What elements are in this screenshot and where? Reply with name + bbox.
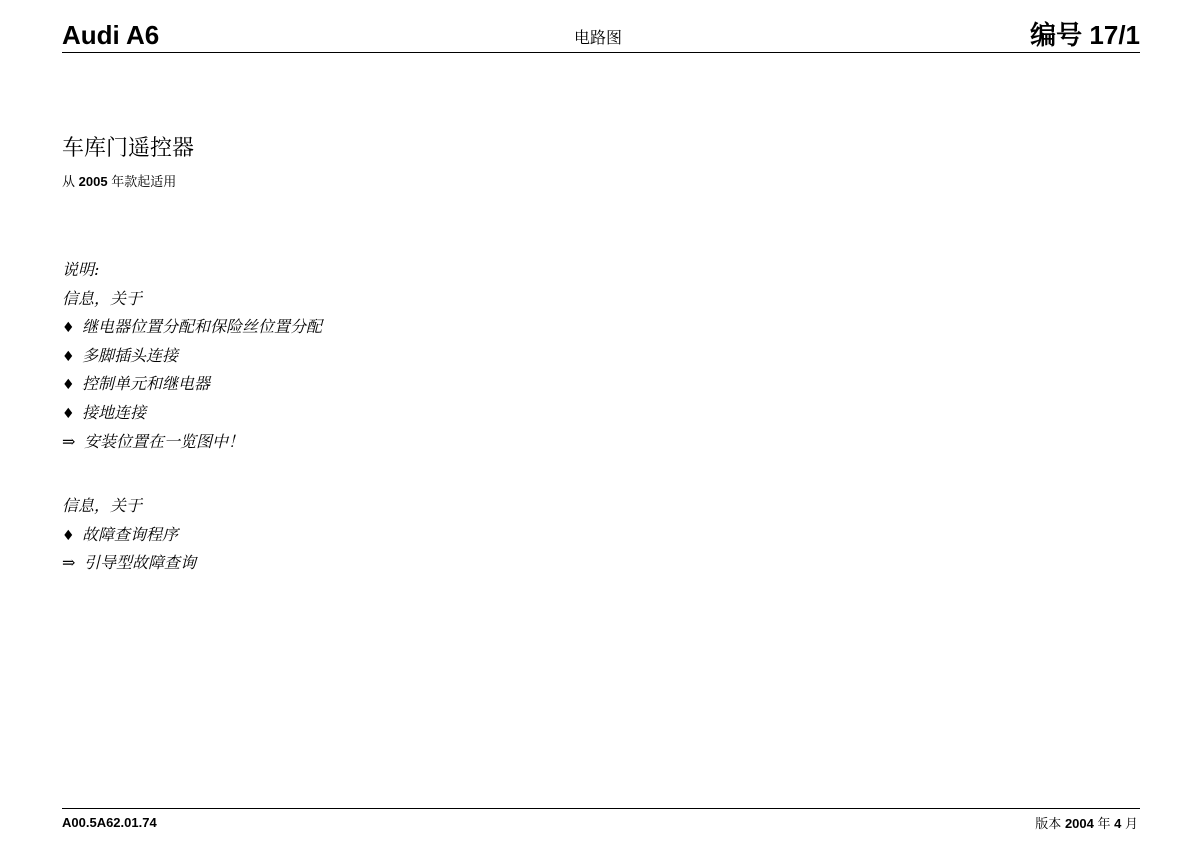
diamond-bullet-icon: ♦ bbox=[62, 527, 75, 544]
cross-reference bbox=[62, 428, 762, 457]
double-arrow-icon: ⇒ bbox=[62, 431, 76, 451]
year-unit: 年 bbox=[1097, 816, 1111, 831]
diamond-bullet-icon: ♦ bbox=[62, 320, 75, 337]
version-label: 版本 bbox=[1035, 816, 1062, 831]
double-arrow-icon: ⇒ bbox=[62, 553, 76, 573]
version-info bbox=[1035, 814, 1138, 834]
list-item bbox=[62, 370, 762, 399]
list-item-text: 控制单元和继电器 bbox=[82, 374, 211, 394]
page-subtitle bbox=[62, 172, 176, 192]
list-item-text: 接地连接 bbox=[82, 402, 147, 422]
section-spacer bbox=[62, 456, 762, 492]
cross-reference-text: 安装位置在一览图中！ bbox=[84, 431, 245, 451]
footer-divider bbox=[62, 808, 1140, 809]
list-item bbox=[62, 342, 762, 371]
cross-reference-text: 引导型故障查询 bbox=[84, 553, 197, 573]
header-category: 电路图 bbox=[573, 30, 622, 47]
cross-reference bbox=[62, 549, 762, 578]
page-title: 车库门遥控器 bbox=[62, 135, 195, 160]
info-lead: 信息，关于 bbox=[62, 288, 143, 308]
list-item bbox=[62, 399, 762, 428]
header-divider bbox=[62, 52, 1140, 53]
list-item-text: 多脚插头连接 bbox=[82, 345, 179, 365]
list-item bbox=[62, 313, 762, 342]
header-brand: Audi A6 bbox=[62, 20, 160, 50]
subtitle-suffix: 年款起适用 bbox=[111, 174, 177, 189]
month-unit: 月 bbox=[1124, 816, 1138, 831]
list-item-text: 继电器位置分配和保险丝位置分配 bbox=[82, 317, 323, 337]
version-year: 2004 bbox=[1064, 816, 1094, 831]
list-item bbox=[62, 521, 762, 550]
document-code: A00.5A62.01.74 bbox=[62, 815, 157, 830]
notes-section bbox=[62, 256, 762, 578]
version-month: 4 bbox=[1114, 816, 1122, 831]
info-lead: 信息，关于 bbox=[62, 496, 143, 516]
list-item-text: 故障查询程序 bbox=[82, 524, 179, 544]
subtitle-year: 2005 bbox=[78, 174, 108, 189]
diamond-bullet-icon: ♦ bbox=[62, 377, 75, 394]
diamond-bullet-icon: ♦ bbox=[62, 348, 75, 365]
diamond-bullet-icon: ♦ bbox=[62, 405, 75, 422]
notes-heading: 说明: bbox=[62, 260, 100, 279]
header-page-number: 编号 17/1 bbox=[1030, 20, 1140, 50]
subtitle-prefix: 从 bbox=[62, 174, 76, 189]
